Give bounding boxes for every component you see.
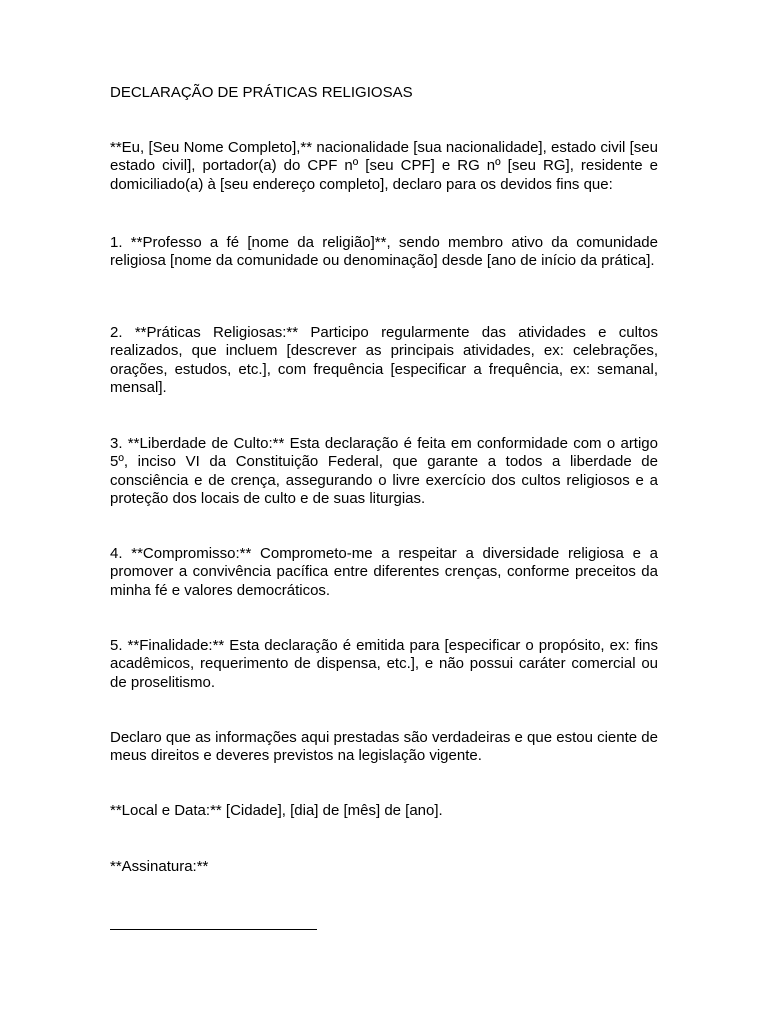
signature-line xyxy=(110,929,317,930)
item-2-paragraph: 2. **Práticas Religiosas:** Participo regularmente das atividades e cultos realizados, que incluem [descrever as principais atividades, ex: celebrações, orações, estudos, etc.], com frequência [especificar a frequência, ex: semanal, mensal]. xyxy=(110,324,658,397)
document-page xyxy=(110,0,658,1024)
signature-label: **Assinatura:** xyxy=(110,858,209,875)
document-title: DECLARAÇÃO DE PRÁTICAS RELIGIOSAS xyxy=(110,84,413,101)
item-3-paragraph: 3. **Liberdade de Culto:** Esta declaração é feita em conformidade com o artigo 5º, inciso VI da Constituição Federal, que garante a todos a liberdade de consciência e de crença, assegurando o livre exercício dos cultos religiosos e a proteção dos locais de culto e de suas liturgias. xyxy=(110,435,658,508)
closing-paragraph: Declaro que as informações aqui prestadas são verdadeiras e que estou ciente de meus direitos e deveres previstos na legislação vigente. xyxy=(110,729,658,765)
local-date-line: **Local e Data:** [Cidade], [dia] de [mês] de [ano]. xyxy=(110,802,443,819)
intro-paragraph: **Eu, [Seu Nome Completo],** nacionalidade [sua nacionalidade], estado civil [seu estado civil], portador(a) do CPF nº [seu CPF] e RG nº [seu RG], residente e domiciliado(a) à [seu endereço completo], declaro para os devidos fins que: xyxy=(110,139,658,193)
item-5-paragraph: 5. **Finalidade:** Esta declaração é emitida para [especificar o propósito, ex: fins acadêmicos, requerimento de dispensa, etc.], e não possui caráter comercial ou de proselitismo. xyxy=(110,637,658,691)
item-1-paragraph: 1. **Professo a fé [nome da religião]**, sendo membro ativo da comunidade religiosa [nome da comunidade ou denominação] desde [ano de início da prática]. xyxy=(110,234,658,270)
item-4-paragraph: 4. **Compromisso:** Comprometo-me a respeitar a diversidade religiosa e a promover a convivência pacífica entre diferentes crenças, conforme preceitos da minha fé e valores democráticos. xyxy=(110,545,658,599)
